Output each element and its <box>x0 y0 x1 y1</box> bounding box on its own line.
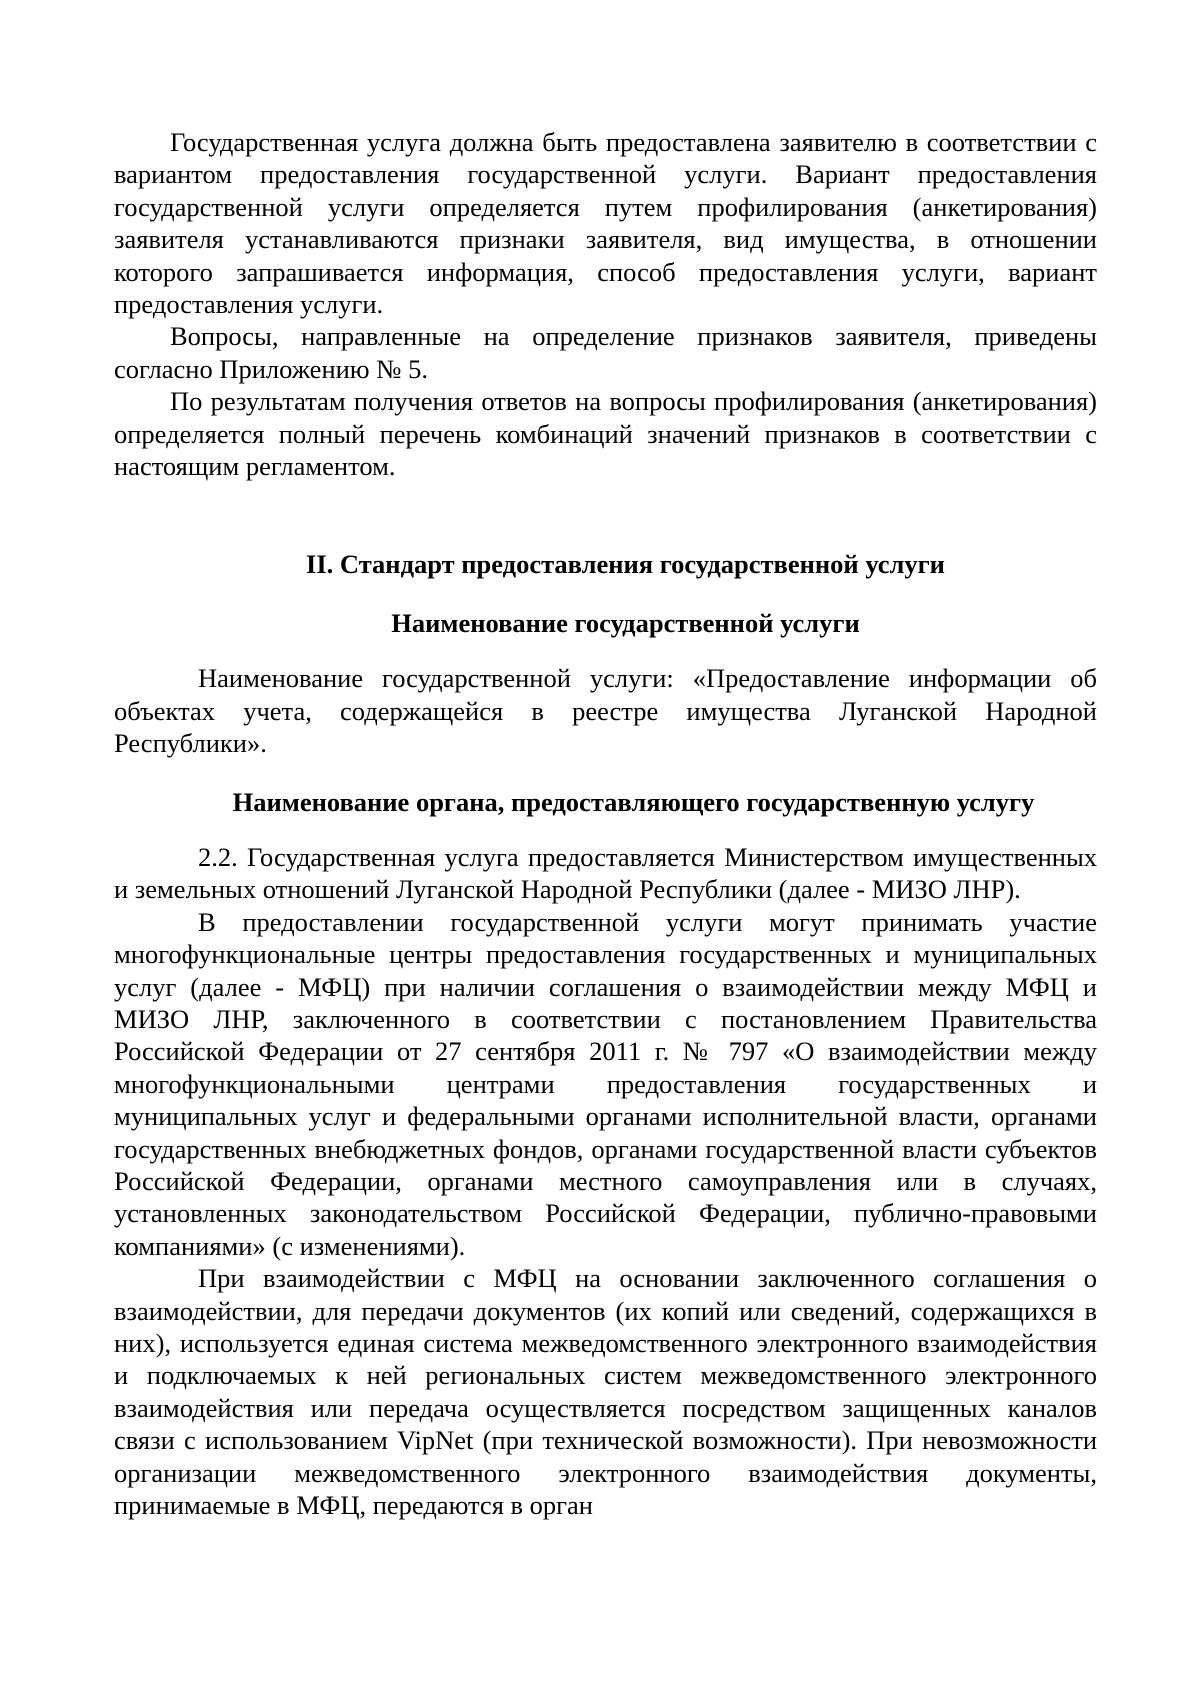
section-heading-standard: II. Стандарт предоставления государственной услуги <box>306 549 945 580</box>
subsection-heading-service-name: Наименование государственной услуги <box>391 607 860 638</box>
subsection-heading-providing-organ: Наименование органа, предоставляющего государственную услугу <box>232 786 1035 817</box>
paragraph-mfc-interaction: При взаимодействии с МФЦ на основании заключенного соглашения о взаимодействии, для передачи документов (их копий или сведений, содержащихся в них), используется единая система межведомственного электронного взаимодействия и подключаемых к ней региональных систем межведомственного электронного взаимодействия или передача осуществляется посредством защищенных каналов связи с использованием VipNet (при технической возможности). При невозможности организации межведомственного электронного взаимодействия документы, принимаемые в МФЦ, передаются в орган <box>114 1263 1097 1521</box>
paragraph-profiling-results: По результатам получения ответов на вопросы профилирования (анкетирования) определяется полный перечень комбинаций значений признаков в соответствии с настоящим регламентом. <box>114 386 1097 482</box>
paragraph-ministry: 2.2. Государственная услуга предоставляется Министерством имущественных и земельных отношений Луганской Народной Республики (далее - МИЗО ЛНР). <box>114 841 1097 905</box>
paragraph-service-name: Наименование государственной услуги: «Предоставление информации об объектах учета, содержащейся в реестре имущества Луганской Народной Республики». <box>114 663 1097 759</box>
paragraph-profiling-questions: Вопросы, направленные на определение признаков заявителя, приведены согласно Приложению № 5. <box>114 321 1097 384</box>
document-body <box>114 126 1097 1521</box>
paragraph-mfc-participation: В предоставлении государственной услуги могут принимать участие многофункциональные центры предоставления государственных и муниципальных услуг (далее - МФЦ) при наличии соглашения о взаимодействии между МФЦ и МИЗО ЛНР, заключенного в соответствии с постановлением Правительства Российской Федерации от 27 сентября 2011 г. № 797 «О взаимодействии между многофункциональными центрами предоставления государственных и муниципальных услуг и федеральными органами исполнительной власти, органами государственных внебюджетных фондов, органами государственной власти субъектов Российской Федерации, органами местного самоуправления или в случаях, установленных законодательством Российской Федерации, публично-правовыми компаниями» (с изменениями). <box>114 906 1097 1261</box>
paragraph-service-variant: Государственная услуга должна быть предоставлена заявителю в соответствии с вариантом предоставления государственной услуги. Вариант предоставления государственной услуги определяется путем профилирования (анкетирования) заявителя устанавливаются признаки заявителя, вид имущества, в отношении которого запрашивается информация, способ предоставления услуги, вариант предоставления услуги. <box>114 127 1097 320</box>
